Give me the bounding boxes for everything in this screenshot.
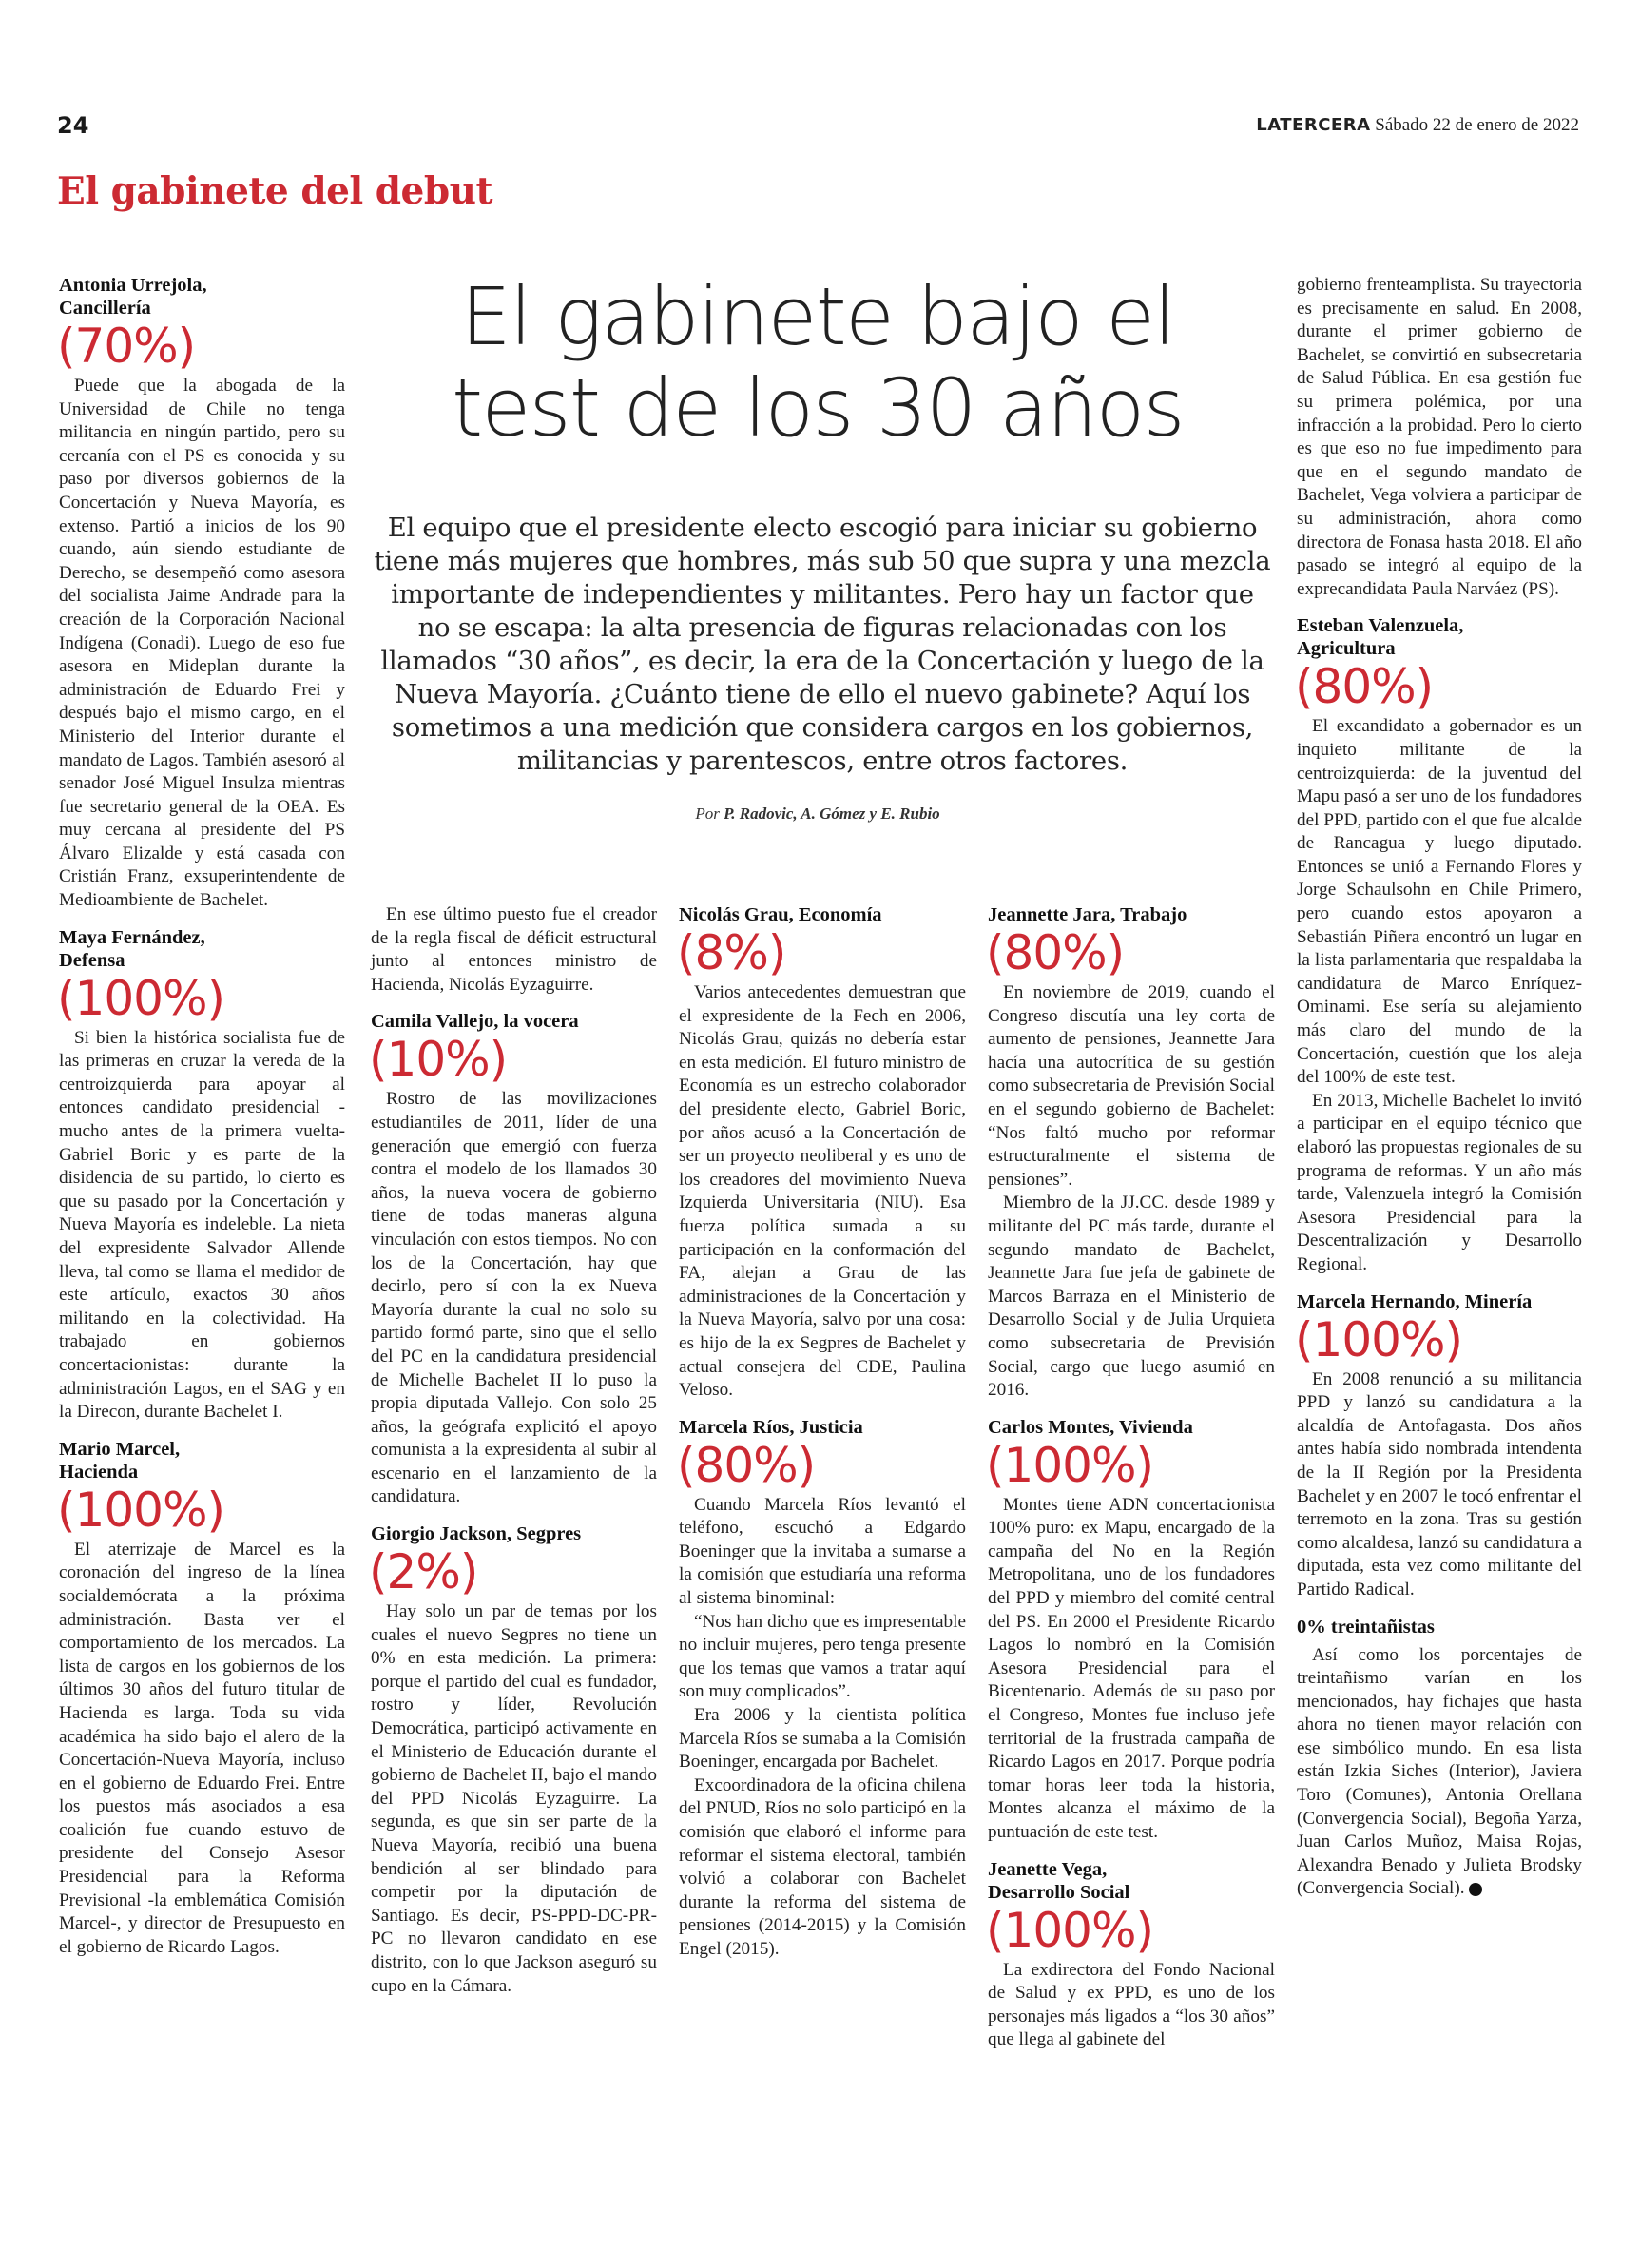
- byline-prefix: Por: [695, 804, 720, 823]
- column-2: [371, 903, 657, 2011]
- profile-vega-continued: [1297, 274, 1582, 601]
- end-mark-icon: [1469, 1883, 1482, 1896]
- profile-percent: (80%): [677, 1437, 816, 1493]
- profile-vallejo: [371, 1010, 657, 1509]
- profile-name: Marcela Hernando, Minería: [1297, 1290, 1533, 1312]
- profile-text: Cuando Marcela Ríos levantó el teléfono, escuchó a Edgardo Boeninger que la invitaba a sumarse a la comisión que estudiaría una reforma al sistema binominal:: [679, 1494, 966, 1609]
- profile-percent: (100%): [57, 1482, 224, 1538]
- profile-percent: (100%): [986, 1437, 1153, 1493]
- closing-text-body: Así como los porcentajes de treintañismo varían en los mencionados, hay fichajes que hasta ahora no tienen mayor relación con ese simbólico mundo. En esa lista están Izkia Siches (Interior), Javiera Toro (Comunes), Antonia Orellana (Convergencia Social), Begoña Yarza, Juan Carlos Muñoz, Maisa Rojas, Alexandra Benado y Julieta Brodsky (Convergencia Social).: [1297, 1644, 1582, 1899]
- profile-ministry: Agricultura: [1297, 638, 1396, 660]
- column-1: [59, 274, 345, 1972]
- profile-text: Puede que la abogada de la Universidad de Chile no tenga militancia en ningún partido, pero su cercanía con el PS es conocida y su paso por diversos gobiernos de la Concertación y Nueva Mayoría, es extenso. Partió a inicios de los 90 cuando, aún siendo estudiante de Derecho, se desempeñó como asesora del socialista Jaime Andrade para la creación de la Corporación Nacional Indígena (Conadi). Luego de eso fue asesora en Mideplan durante la administración de Eduardo Frei y después bajo el mismo cargo, en el Ministerio del Interior durante el mandato de Lagos. También asesoró al senador José Miguel Insulza mientras fue secretario general de la OEA. Es muy cercana al presidente del PS Álvaro Elizalde y está casada con Cristián Franz, exsuperintendente de Medioambiente de Bachelet.: [59, 376, 345, 911]
- profile-text: En noviembre de 2019, cuando el Congreso discutía una ley corta de aumento de pensiones, Jeannette Jara hacía una autocrítica de su gestión como subsecretaria de Previsión Social en el segundo gobierno de Bachelet: “Nos faltó mucho por reformar estructuralmente el sistema de pensiones”.: [988, 982, 1275, 1190]
- profile-name: Mario Marcel,: [59, 1438, 181, 1460]
- profile-text: El aterrizaje de Marcel es la coronación del ingreso de la línea socialdemócrata a la próxima administración. Basta ver el comportamiento de los mercados. La lista de cargos en los gobiernos de los últimos 30 años del futuro titular de Hacienda es larga. Toda su vida académica ha sido bajo el alero de la Concertación-Nueva Mayoría, incluso en el gobierno de Eduardo Frei. Entre los puestos más asociados a esa coalición fue cuando estuvo de presidente del Consejo Asesor Presidencial para la Reforma Previsional -la emblemática Comisión Marcel-, y director de Presupuesto en el gobierno de Ricardo Lagos.: [59, 1539, 345, 1957]
- profile-jackson: [371, 1522, 657, 1998]
- profile-ministry: Hacienda: [59, 1461, 139, 1483]
- profile-grau: [679, 903, 966, 1403]
- headline-line-2: test de los 30 años: [452, 361, 1184, 455]
- headline-line-1: El gabinete bajo el: [460, 270, 1175, 363]
- profile-percent: (10%): [369, 1032, 508, 1088]
- profile-text: Era 2006 y la cientista política Marcela Ríos se sumaba a la Comisión Boeninger, encargada por Bachelet.: [679, 1705, 966, 1773]
- profile-text: En 2008 renunció a su militancia PPD y lanzó su candidatura a la alcaldía de Antofagasta. Dos años antes había sido nombrada intendenta de la II Región por la Presidenta Bachelet y en 2007 le tocó enfrentar el terremoto en la zona. Tras su gestión como alcaldesa, lanzó su candidatura a diputada, esta vez como militante del Partido Radical.: [1297, 1368, 1582, 1599]
- byline: [380, 804, 1255, 824]
- headline: [380, 271, 1255, 454]
- byline-authors: P. Radovic, A. Gómez y E. Rubio: [724, 804, 940, 823]
- profile-urrejola: [59, 274, 345, 913]
- profile-name: Nicolás Grau, Economía: [679, 904, 882, 925]
- closing-title: 0% treintañistas: [1297, 1616, 1435, 1638]
- profile-valenzuela: [1297, 614, 1582, 1276]
- profile-name: Maya Fernández,: [59, 926, 205, 948]
- profile-text: Miembro de la JJ.CC. desde 1989 y militante del PC más tarde, durante el segundo mandato de Bachelet, Jeannette Jara fue jefa de gabinete de Marcos Barraza en el Ministerio de Desarrollo Social y de Julia Urquieta como subsecretaria de Previsión Social, cargo que luego asumió en 2016.: [988, 1192, 1275, 1401]
- deck: El equipo que el presidente electo escogió para iniciar su gobierno tiene más mujeres que hombres, más sub 50 que supra y una mezcla importante de independientes y militantes. Pero hay un factor que no se escapa: la alta presencia de figuras relacionadas con los llamados “30 años”, es decir, la era de la Concertación y luego de la Nueva Mayoría. ¿Cuánto tiene de ello el nuevo gabinete? Aquí los sometimos a una medición que considera cargos en los gobiernos, militancias y parentescos, entre otros factores.: [374, 513, 1271, 776]
- profile-montes: [988, 1416, 1275, 1845]
- profile-name: Jeannette Jara, Trabajo: [988, 904, 1187, 925]
- column-5: [1297, 274, 1582, 1914]
- profile-percent: (70%): [57, 319, 196, 374]
- profile-jara: [988, 903, 1275, 1403]
- profile-ministry: Cancillería: [59, 298, 151, 319]
- profile-name: Camila Vallejo, la vocera: [371, 1011, 579, 1033]
- profile-hernando: [1297, 1290, 1582, 1602]
- profile-marcel: [59, 1438, 345, 1960]
- profile-name: Marcela Ríos, Justicia: [679, 1416, 863, 1438]
- profile-text: Varios antecedentes demuestran que el expresidente de la Fech en 2006, Nicolás Grau, quizás no debería estar en esta medición. El futuro ministro de Economía es un estrecho colaborador del presidente electo, Gabriel Boric, por años acusó a la Concertación de ser un proyecto neoliberal y es uno de los creadores del movimiento Nueva Izquierda Universitaria (NIU). Esa fuerza política sumada a su participación en la conformación del FA, alejan a Grau de las administraciones de la Concertación y la Nueva Mayoría, salvo por una cosa: es hijo de la ex Segpres de Bachelet y actual consejera del CDE, Paulina Veloso.: [679, 982, 966, 1401]
- brand-name: LATERCERA: [1256, 115, 1371, 135]
- profile-text: La exdirectora del Fondo Nacional de Salud y ex PPD, es uno de los personajes más ligados a “los 30 años” que llega al gabinete del: [988, 1959, 1275, 2050]
- profile-text: Hay solo un par de temas por los cuales el nuevo Segpres no tiene un 0% en esta medición. La primera: porque el partido del cual es fundador, rostro y líder, Revolución Democrática, participó activamente en el Ministerio de Educación durante el gobierno de Bachelet II, bajo el mando del PPD Nicolás Eyzaguirre. La segunda, es que sin ser parte de la Nueva Mayoría, recibió una buena bendición al ser blindado para competir por la diputación de Santiago. Es decir, PS-PPD-DC-PR-PC no llevaron candidato en ese distrito, con lo que Jackson aseguró su cupo en la Cámara.: [371, 1601, 657, 1996]
- profile-rios: [679, 1416, 966, 1962]
- page-number: 24: [57, 112, 89, 139]
- column-3: [679, 903, 966, 1975]
- profile-percent: (80%): [986, 925, 1125, 980]
- section-title: El gabinete del debut: [57, 169, 493, 213]
- profile-name: Carlos Montes, Vivienda: [988, 1416, 1193, 1438]
- profile-ministry: Desarrollo Social: [988, 1881, 1130, 1903]
- profile-text: gobierno frenteamplista. Su trayectoria es precisamente en salud. En 2008, durante el primer gobierno de Bachelet, se convirtió en subsecretaria de Salud Pública. En esa gestión fue su primera polémica, por una infracción a la probidad. Pero lo cierto es que eso no fue impedimento para que en el segundo mandato de Bachelet, Vega volviera a participar de su administración, ahora como directora de Fonasa hasta 2018. El año pasado se integró al equipo de la exprecandidata Paula Narváez (PS).: [1297, 275, 1582, 599]
- profile-text: El excandidato a gobernador es un inquieto militante de la centroizquierda: de la juventud del Mapu pasó a ser uno de los fundadores del PPD, partido con el que fue alcalde de Rancagua y luego diputado. Entonces se unió a Fernando Flores y Jorge Schaulsohn en Chile Primero, pero cuando estos apoyaron a Sebastián Piñera encontró un lugar en la lista parlamentaria que respaldaba la candidatura de Marco Enríquez-Ominami. Ese sería su alejamiento más claro del mundo de la Concertación, cuestión que los aleja del 100% de este test.: [1297, 716, 1582, 1088]
- profile-name: Giorgio Jackson, Segpres: [371, 1523, 582, 1545]
- profile-text: Excoordinadora de la oficina chilena del PNUD, Ríos no solo participó en la comisión que elaboró el informe para reformar el sistema electoral, también volvió a colaborar con Bachelet durante la reforma del sistema de pensiones (2014-2015) y la Comisión Engel (2015).: [679, 1774, 966, 1959]
- profile-text: En ese último puesto fue el creador de la regla fiscal de déficit estructural junto al entonces ministro de Hacienda, Nicolás Eyzaguirre.: [371, 904, 657, 995]
- closing-section: [1297, 1616, 1582, 1902]
- profile-marcel-continued: [371, 903, 657, 997]
- profile-text: En 2013, Michelle Bachelet lo invitó a participar en el equipo técnico que elaboró las propuestas regionales de su programa de reformas. Y un año más tarde, Valenzuela integró la Comisión Asesora Presidencial para la Descentralización y Desarrollo Regional.: [1297, 1090, 1582, 1274]
- profile-text: “Nos han dicho que es impresentable no incluir mujeres, pero tenga presente que los temas que vamos a tratar aquí son muy complicados”.: [679, 1611, 966, 1702]
- profile-text: Si bien la histórica socialista fue de las primeras en cruzar la vereda de la centroizquierda para apoyar al entonces candidato presidencial -mucho antes de la primera vuelta- Gabriel Boric y es parte de la disidencia de su partido, lo cierto es que su pasado por la Concertación y Nueva Mayoría es indeleble. La nieta del expresidente Salvador Allende lleva, tal como se llama el medidor de este artículo, exactos 30 años militando en la colectividad. Ha trabajado en gobiernos concertacionistas: durante la administración Lagos, en el SAG y en la Direcon, durante Bachelet I.: [59, 1027, 345, 1423]
- profile-percent: (8%): [677, 925, 786, 980]
- profile-percent: (100%): [986, 1902, 1153, 1958]
- profile-percent: (100%): [1295, 1311, 1462, 1367]
- profile-percent: (2%): [369, 1544, 478, 1600]
- column-4: [988, 903, 1275, 2065]
- closing-text: [1297, 1644, 1582, 1902]
- profile-text: Montes tiene ADN concertacionista 100% puro: ex Mapu, encargado de la campaña del No en la Región Metropolitana, uno de los fundadores del PPD y miembro del comité central del PS. En 2000 el Presidente Ricardo Lagos lo nombró en la Comisión Asesora Presidencial para el Bicentenario. Además de su paso por el Congreso, Montes fue incluso jefe territorial de la frustrada campaña de Ricardo Lagos en 2017. Porque podría tomar horas leer toda la historia, Montes alcanza el máximo de la puntuación de este test.: [988, 1494, 1275, 1842]
- profile-name: Jeanette Vega,: [988, 1858, 1108, 1880]
- masthead: [1256, 115, 1579, 136]
- profile-text: Rostro de las movilizaciones estudiantiles de 2011, líder de una generación que emergió con fuerza contra el modelo de los llamados 30 años, la nueva vocera de gobierno tiene de todas maneras alguna vinculación con estos tiempos. No con los de la Concertación, hay que decirlo, pero sí con la ex Nueva Mayoría durante la cual no solo su partido formó parte, sino que el sello del PC en la candidatura presidencial de Michelle Bachelet II lo puso la propia diputada Vallejo. Con solo 25 años, la geógrafa explicitó el apoyo comunista a la expresidenta al subir al escenario en el lanzamiento de la candidatura.: [371, 1089, 657, 1507]
- profile-ministry: Defensa: [59, 949, 125, 971]
- profile-name: Antonia Urrejola,: [59, 275, 207, 296]
- profile-fernandez: [59, 926, 345, 1425]
- profile-percent: (100%): [57, 970, 224, 1026]
- issue-date: Sábado 22 de enero de 2022: [1375, 115, 1579, 135]
- profile-percent: (80%): [1295, 659, 1434, 715]
- profile-name: Esteban Valenzuela,: [1297, 615, 1464, 637]
- profile-vega: [988, 1858, 1275, 2052]
